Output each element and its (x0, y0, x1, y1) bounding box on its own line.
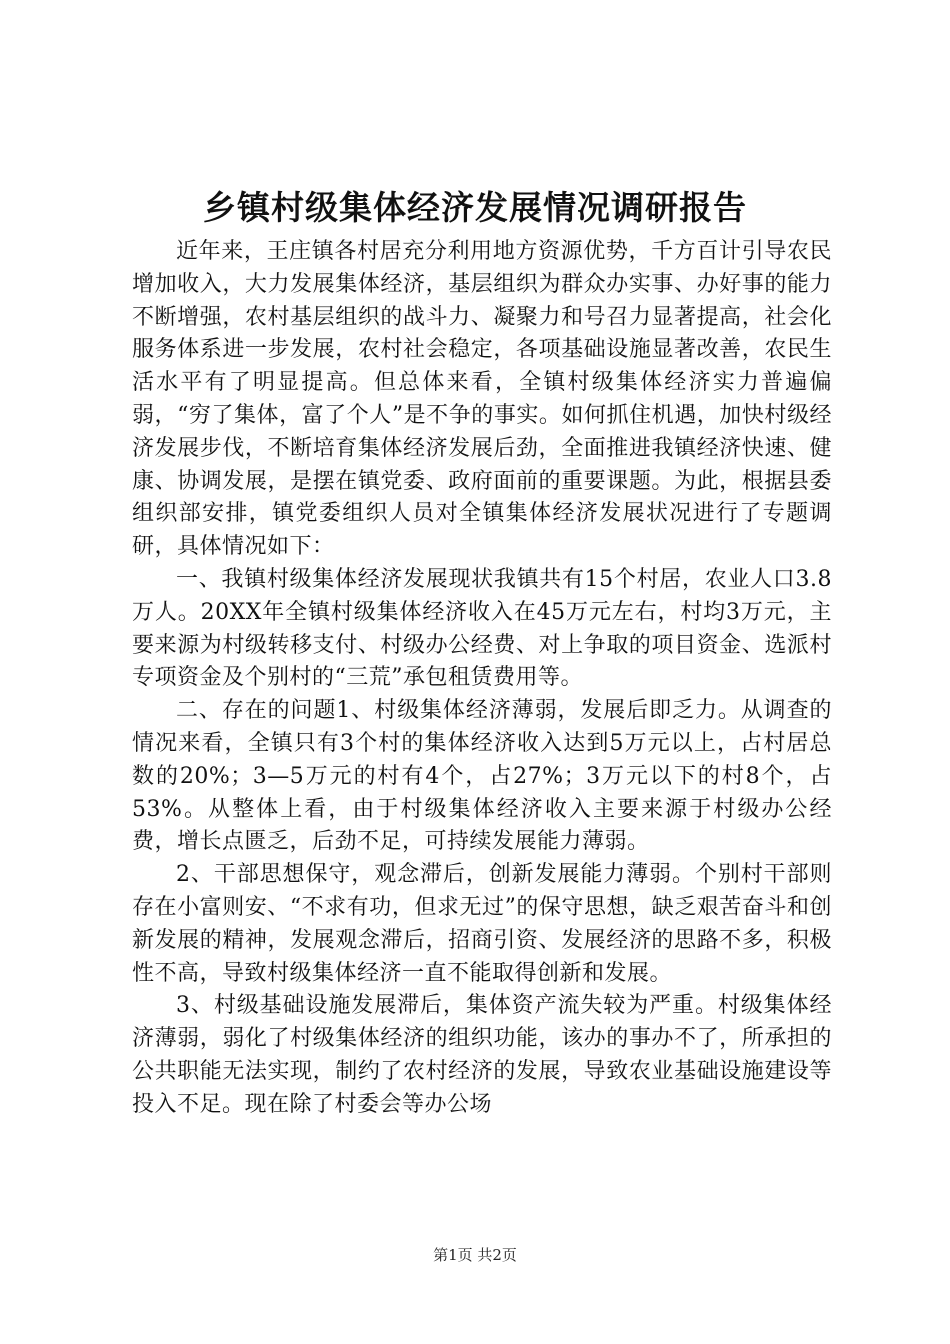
paragraph-intro: 近年来，王庄镇各村居充分利用地方资源优势，千方百计引导农民增加收入，大力发展集体经济，基层组织为群众办实事、办好事的能力不断增强，农村基层组织的战斗力、凝聚力和号召力显著提高，社会化服务体系进一步发展，农村社会稳定，各项基础设施显著改善，农民生活水平有了明显提高。但总体来看，全镇村级集体经济实力普遍偏弱，“穷了集体，富了个人”是不争的事实。如何抓住机遇，加快村级经济发展步伐，不断培育集体经济发展后劲，全面推进我镇经济快速、健康、协调发展，是摆在镇党委、政府面前的重要课题。为此，根据县委组织部安排，镇党委组织人员对全镇集体经济发展状况进行了专题调研，具体情况如下： (132, 239, 832, 560)
page-number-footer: 第1页 共2页 (433, 1246, 517, 1264)
document-body (132, 236, 832, 1122)
paragraph-cadre-thinking: 2、干部思想保守，观念滞后，创新发展能力薄弱。个别村干部则存在小富则安、“不求有功，但求无过”的保守思想，缺乏艰苦奋斗和创新发展的精神，发展观念滞后，招商引资、发展经济的思路不多，积极性不高，导致村级集体经济一直不能取得创新和发展。 (132, 862, 832, 986)
document-title: 乡镇村级集体经济发展情况调研报告 (203, 188, 747, 227)
paragraph-infrastructure: 3、村级基础设施发展滞后，集体资产流失较为严重。村级集体经济薄弱，弱化了村级集体经济的组织功能，该办的事办不了，所承担的公共职能无法实现，制约了农村经济的发展，导致农业基础设施建设等投入不足。现在除了村委会等办公场 (132, 993, 832, 1117)
paragraph-problems: 二、存在的问题1、村级集体经济薄弱，发展后即乏力。从调查的情况来看，全镇只有3个村的集体经济收入达到5万元以上，占村居总数的20%；3—5万元的村有4个，占27%；3万元以下的村8个，占53%。从整体上看，由于村级集体经济收入主要来源于村级办公经费，增长点匮乏，后劲不足，可持续发展能力薄弱。 (132, 698, 832, 855)
paragraph-status: 一、我镇村级集体经济发展现状我镇共有15个村居，农业人口3.8万人。20XX年全镇村级集体经济收入在45万元左右，村均3万元，主要来源为村级转移支付、村级办公经费、对上争取的项目资金、选派村专项资金及个别村的“三荒”承包租赁费用等。 (132, 566, 832, 691)
